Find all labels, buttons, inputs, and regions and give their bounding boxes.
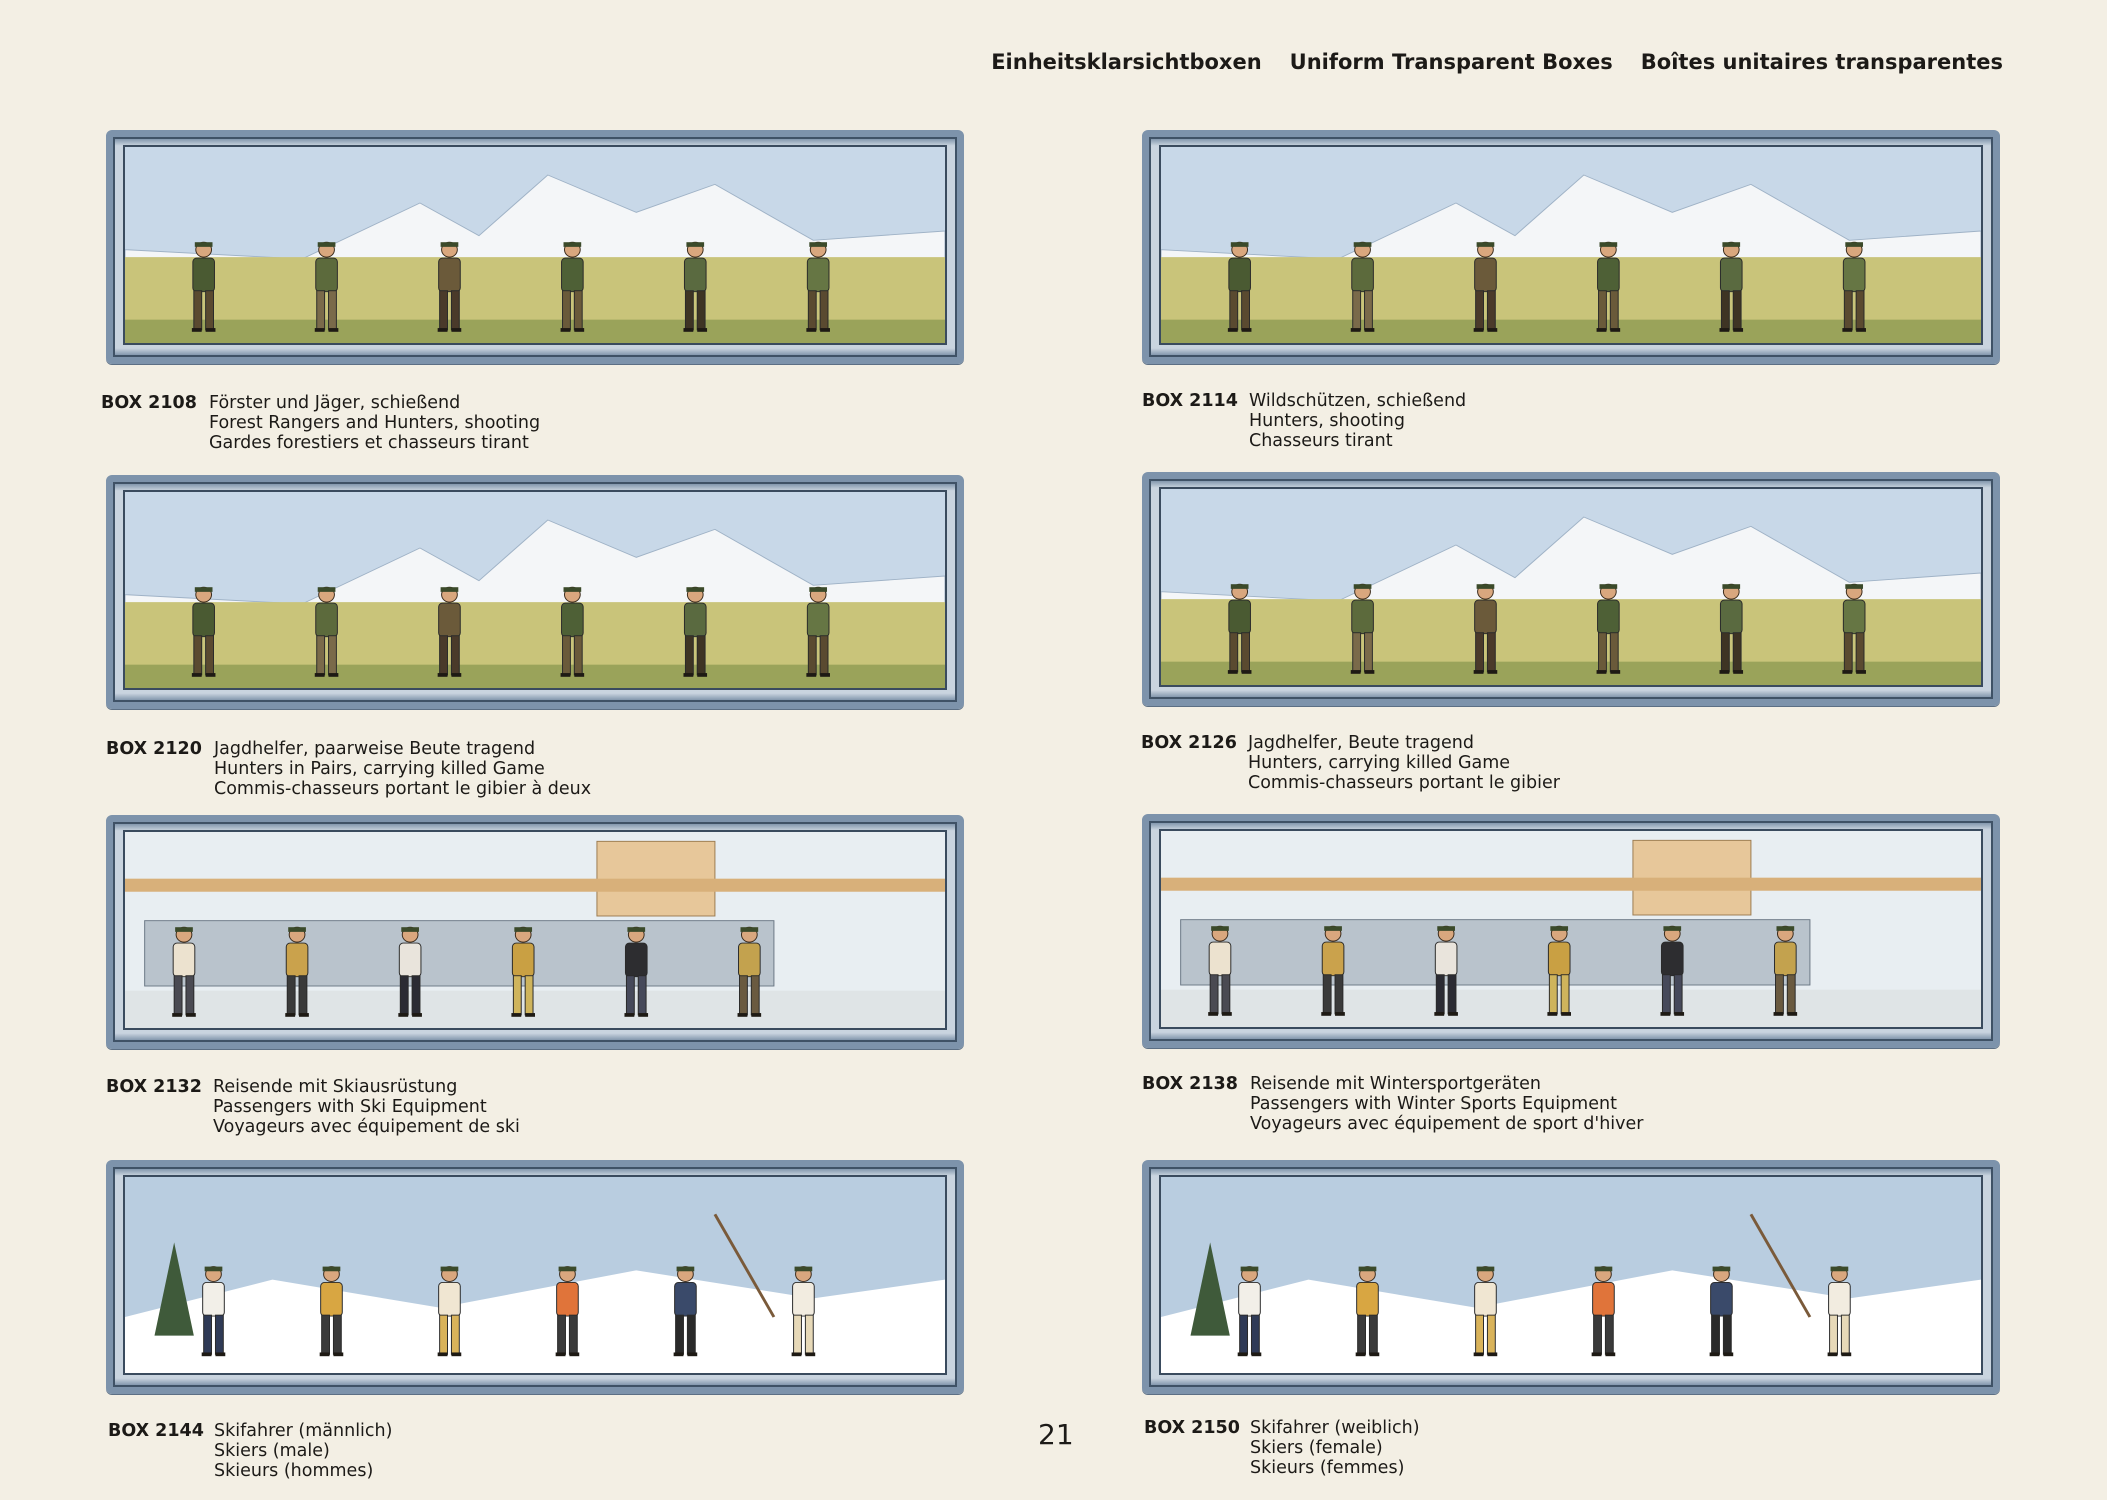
caption-en: Skiers (female) bbox=[1250, 1438, 1383, 1458]
scene-illustration bbox=[1161, 831, 1981, 1027]
box-number: BOX 2126 bbox=[1141, 733, 1237, 753]
caption-en: Hunters in Pairs, carrying killed Game bbox=[214, 759, 545, 779]
page-header bbox=[991, 50, 2003, 74]
header-title-fr: Boîtes unitaires transparentes bbox=[1640, 50, 2003, 74]
header-title-en: Uniform Transparent Boxes bbox=[1289, 50, 1613, 74]
scene-illustration bbox=[1161, 147, 1981, 343]
caption-de: Förster und Jäger, schießend bbox=[209, 393, 461, 413]
box-2120-image bbox=[106, 475, 964, 709]
box-2138-image bbox=[1142, 814, 2000, 1048]
scene-illustration bbox=[1161, 489, 1981, 685]
caption-de: Jagdhelfer, paarweise Beute tragend bbox=[214, 739, 536, 759]
box-number: BOX 2120 bbox=[106, 739, 202, 759]
caption-fr: Skieurs (femmes) bbox=[1250, 1458, 1405, 1478]
caption-fr: Commis-chasseurs portant le gibier à deux bbox=[214, 779, 592, 799]
box-number: BOX 2132 bbox=[106, 1077, 202, 1097]
caption-fr: Voyageurs avec équipement de sport d'hiver bbox=[1250, 1114, 1644, 1134]
caption-de: Skifahrer (männlich) bbox=[214, 1421, 393, 1441]
caption-de: Wildschützen, schießend bbox=[1249, 391, 1467, 411]
caption-fr: Gardes forestiers et chasseurs tirant bbox=[209, 433, 529, 453]
caption-en: Forest Rangers and Hunters, shooting bbox=[209, 413, 541, 433]
box-2144-image bbox=[106, 1160, 964, 1394]
caption-fr: Voyageurs avec équipement de ski bbox=[213, 1117, 520, 1137]
caption-fr: Commis-chasseurs portant le gibier bbox=[1248, 773, 1560, 793]
scene-illustration bbox=[125, 832, 945, 1028]
box-number: BOX 2144 bbox=[108, 1421, 204, 1441]
box-2126-image bbox=[1142, 472, 2000, 706]
caption-fr: Skieurs (hommes) bbox=[214, 1461, 374, 1481]
box-number: BOX 2108 bbox=[101, 393, 197, 413]
box-number: BOX 2138 bbox=[1142, 1074, 1238, 1094]
box-2108-image bbox=[106, 130, 964, 364]
caption-fr: Chasseurs tirant bbox=[1249, 431, 1393, 451]
scene-illustration bbox=[125, 492, 945, 688]
box-number: BOX 2150 bbox=[1144, 1418, 1240, 1438]
caption-de: Reisende mit Skiausrüstung bbox=[213, 1077, 458, 1097]
caption-en: Skiers (male) bbox=[214, 1441, 330, 1461]
page-number: 21 bbox=[1038, 1418, 1074, 1451]
caption-en: Passengers with Ski Equipment bbox=[213, 1097, 487, 1117]
box-2150-image bbox=[1142, 1160, 2000, 1394]
caption-en: Hunters, carrying killed Game bbox=[1248, 753, 1511, 773]
caption-de: Reisende mit Wintersportgeräten bbox=[1250, 1074, 1541, 1094]
scene-illustration bbox=[1161, 1177, 1981, 1373]
scene-illustration bbox=[125, 147, 945, 343]
caption-de: Jagdhelfer, Beute tragend bbox=[1248, 733, 1474, 753]
caption-en: Hunters, shooting bbox=[1249, 411, 1405, 431]
header-title-de: Einheitsklarsichtboxen bbox=[991, 50, 1262, 74]
caption-en: Passengers with Winter Sports Equipment bbox=[1250, 1094, 1617, 1114]
scene-illustration bbox=[125, 1177, 945, 1373]
box-2132-image bbox=[106, 815, 964, 1049]
caption-de: Skifahrer (weiblich) bbox=[1250, 1418, 1420, 1438]
box-2114-image bbox=[1142, 130, 2000, 364]
box-number: BOX 2114 bbox=[1142, 391, 1238, 411]
